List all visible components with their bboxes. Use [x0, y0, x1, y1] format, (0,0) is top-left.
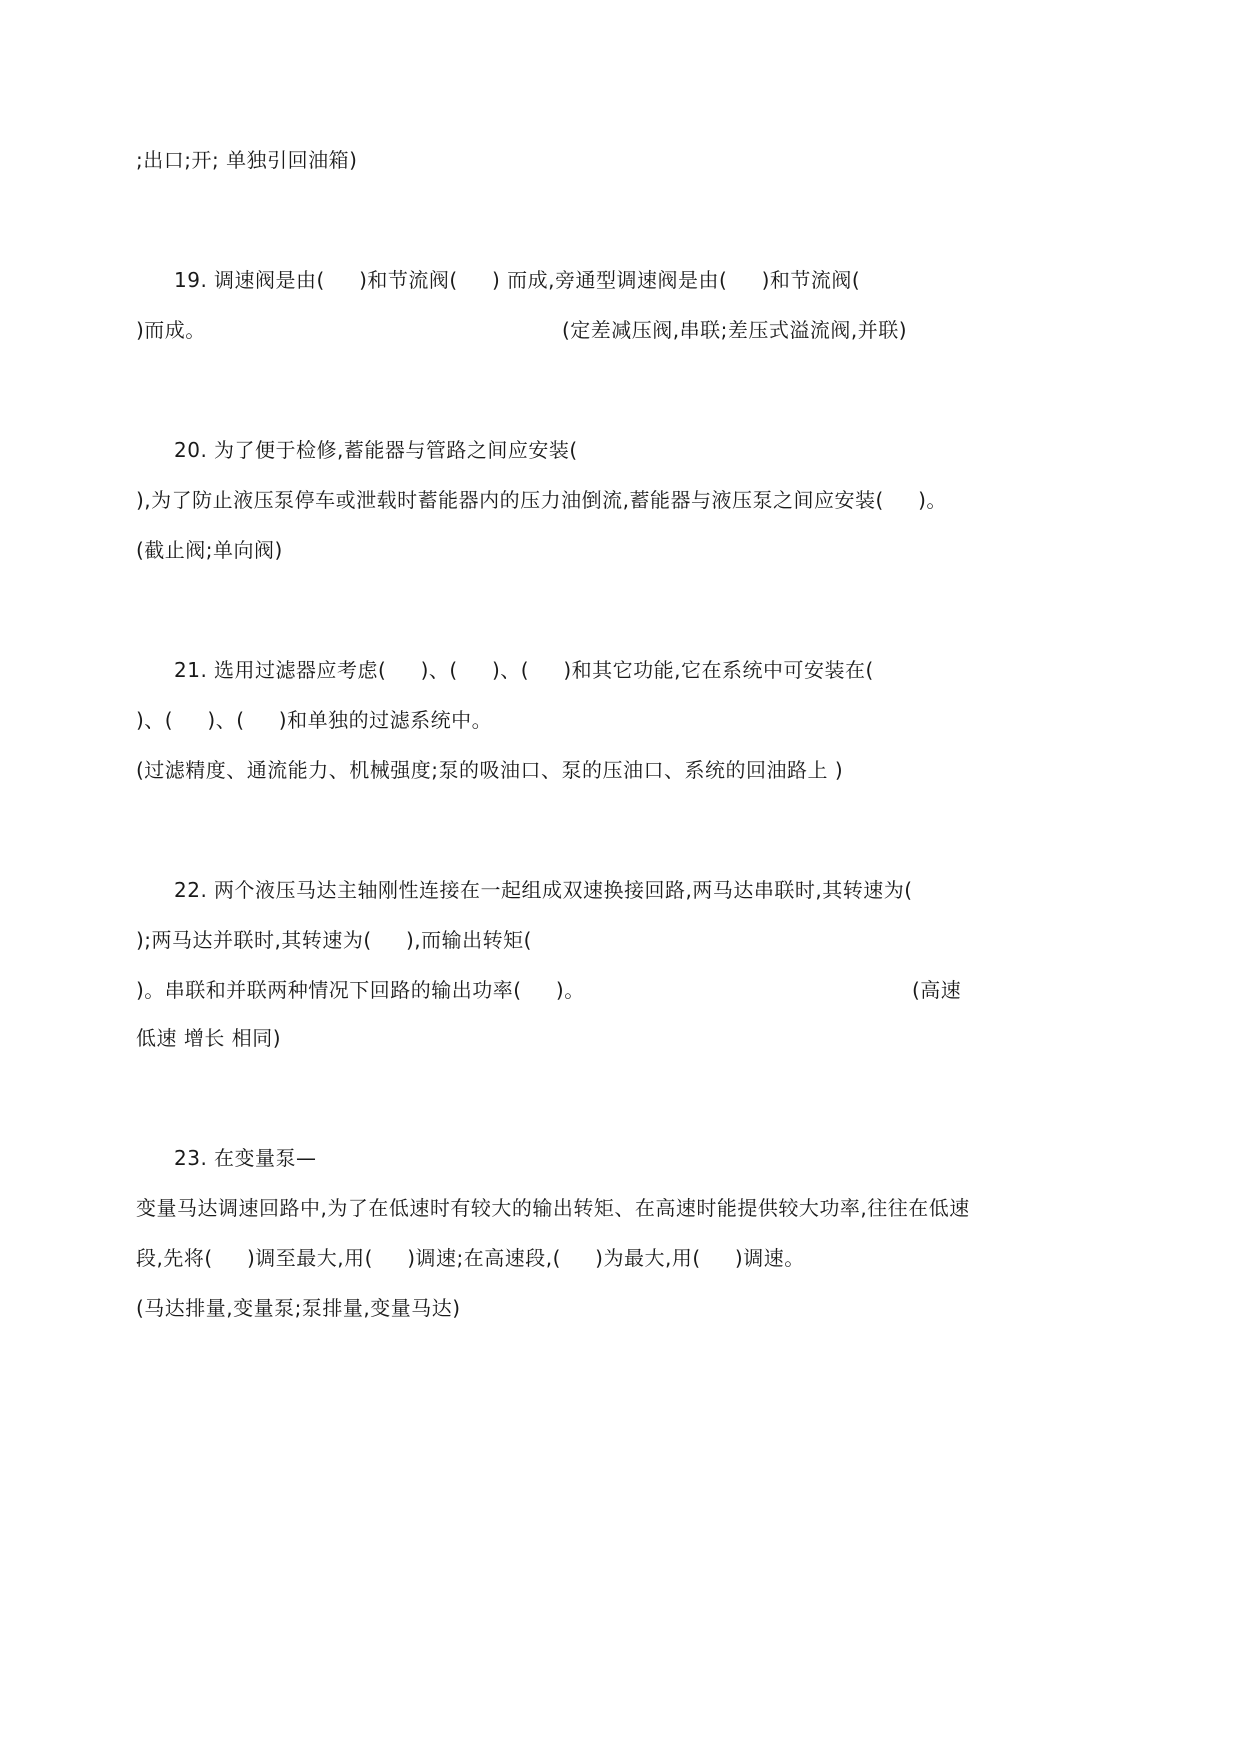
question-22-line-1: 两个液压马达主轴刚性连接在一起组成双速换接回路,两马达串联时,其转速为( [214, 878, 913, 902]
question-23-line-1: 在变量泵— [214, 1146, 317, 1170]
question-23-line-3: 段,先将( )调至最大,用( )调速;在高速段,( )为最大,用( )调速。 [136, 1246, 805, 1270]
question-21-line-2: )、( )、( )和单独的过滤系统中。 [136, 708, 493, 732]
question-22-answer-part-2: 低速 增长 相同) [136, 1026, 282, 1050]
question-20-line-1: 为了便于检修,蓄能器与管路之间应安装( [214, 438, 578, 462]
question-22-line-2: );两马达并联时,其转速为( ),而输出转矩( [136, 928, 532, 952]
question-23-answer: (马达排量,变量泵;泵排量,变量马达) [136, 1296, 461, 1320]
question-19-number: 19. [174, 268, 208, 292]
question-22-answer-part-1: (高速 [912, 978, 962, 1002]
question-23-number: 23. [174, 1146, 208, 1170]
question-19-line-1: 调速阀是由( )和节流阀( ) 而成,旁通型调速阀是由( )和节流阀( [214, 268, 861, 292]
question-23-line-2: 变量马达调速回路中,为了在低速时有较大的输出转矩、在高速时能提供较大功率,往往在低速 [136, 1196, 970, 1220]
question-20-number: 20. [174, 438, 208, 462]
question-20-answer: (截止阀;单向阀) [136, 538, 283, 562]
question-22-number: 22. [174, 878, 208, 902]
question-21-answer: (过滤精度、通流能力、机械强度;泵的吸油口、泵的压油口、系统的回油路上 ) [136, 758, 844, 782]
question-21-line-1: 选用过滤器应考虑( )、( )、( )和其它功能,它在系统中可安装在( [214, 658, 874, 682]
question-22-line-3: )。串联和并联两种情况下回路的输出功率( )。 [136, 978, 585, 1002]
question-21-number: 21. [174, 658, 208, 682]
question-19-answer: (定差减压阀,串联;差压式溢流阀,并联) [562, 318, 908, 342]
continuation-line: ;出口;开; 单独引回油箱) [136, 148, 358, 172]
question-20-line-2: ),为了防止液压泵停车或泄载时蓄能器内的压力油倒流,蓄能器与液压泵之间应安装( )。 [136, 488, 947, 512]
question-19-line-2: )而成。 [136, 318, 206, 342]
